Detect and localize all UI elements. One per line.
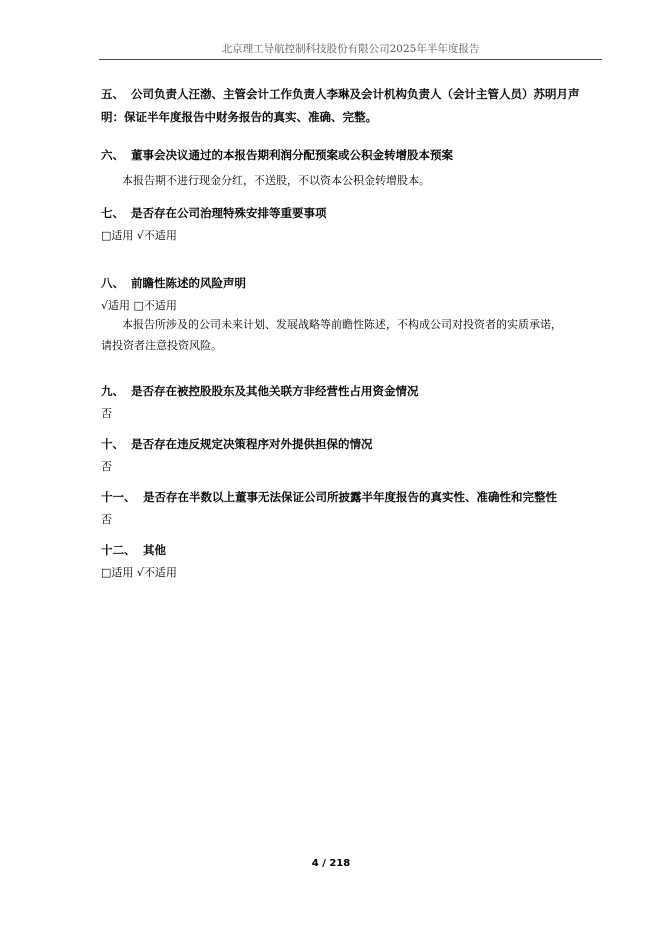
page-number: 4 / 218	[311, 858, 351, 869]
running-header: 北京理工导航控制科技股份有限公司2025年半年度报告	[221, 43, 480, 55]
section-12-heading	[101, 542, 166, 558]
section-8-heading	[101, 275, 246, 291]
section-5-heading	[101, 86, 580, 102]
section-10-heading	[101, 436, 373, 452]
section-7-heading	[101, 205, 327, 221]
section-5-number: 五、	[101, 87, 124, 101]
section-6-title: 董事会决议通过的本报告期利润分配预案或公积金转增股本预案	[131, 148, 454, 162]
section-6-body: 本报告期不进行现金分红，不送股，不以资本公积金转增股本。	[122, 174, 430, 187]
section-11-answer: 否	[101, 513, 112, 526]
section-7-option: □适用 √不适用	[101, 229, 177, 242]
section-7-number: 七、	[101, 206, 124, 220]
section-9-answer: 否	[101, 407, 112, 420]
section-9-number: 九、	[101, 384, 124, 398]
section-12-option: □适用 √不适用	[101, 566, 177, 579]
section-8-option: √适用 □不适用	[101, 299, 177, 312]
section-11-title: 是否存在半数以上董事无法保证公司所披露半年度报告的真实性、准确性和完整性	[143, 490, 558, 504]
section-12-title: 其他	[143, 543, 167, 557]
section-8-number: 八、	[101, 276, 124, 290]
section-12-number: 十二、	[101, 543, 136, 557]
section-5-line2: 明：保证半年度报告中财务报告的真实、准确、完整。	[101, 110, 377, 124]
section-8-body-line2: 请投资者注意投资风险。	[101, 339, 222, 352]
section-10-title: 是否存在违反规定决策程序对外提供担保的情况	[131, 437, 373, 451]
section-11-number: 十一、	[101, 490, 136, 504]
section-8-title: 前瞻性陈述的风险声明	[131, 276, 247, 290]
section-6-number: 六、	[101, 148, 124, 162]
section-6-heading	[101, 147, 453, 163]
section-9-title: 是否存在被控股股东及其他关联方非经营性占用资金情况	[131, 384, 419, 398]
section-7-title: 是否存在公司治理特殊安排等重要事项	[131, 206, 327, 220]
section-5-line1: 公司负责人汪渤、主管会计工作负责人李琳及会计机构负责人（会计主管人员）苏明月声	[131, 87, 580, 101]
section-11-heading	[101, 489, 557, 505]
section-10-number: 十、	[101, 437, 124, 451]
section-8-body-line1: 本报告所涉及的公司未来计划、发展战略等前瞻性陈述，不构成公司对投资者的实质承诺，	[122, 318, 562, 331]
section-10-answer: 否	[101, 460, 112, 473]
section-9-heading	[101, 383, 419, 399]
header-rule	[99, 59, 602, 60]
